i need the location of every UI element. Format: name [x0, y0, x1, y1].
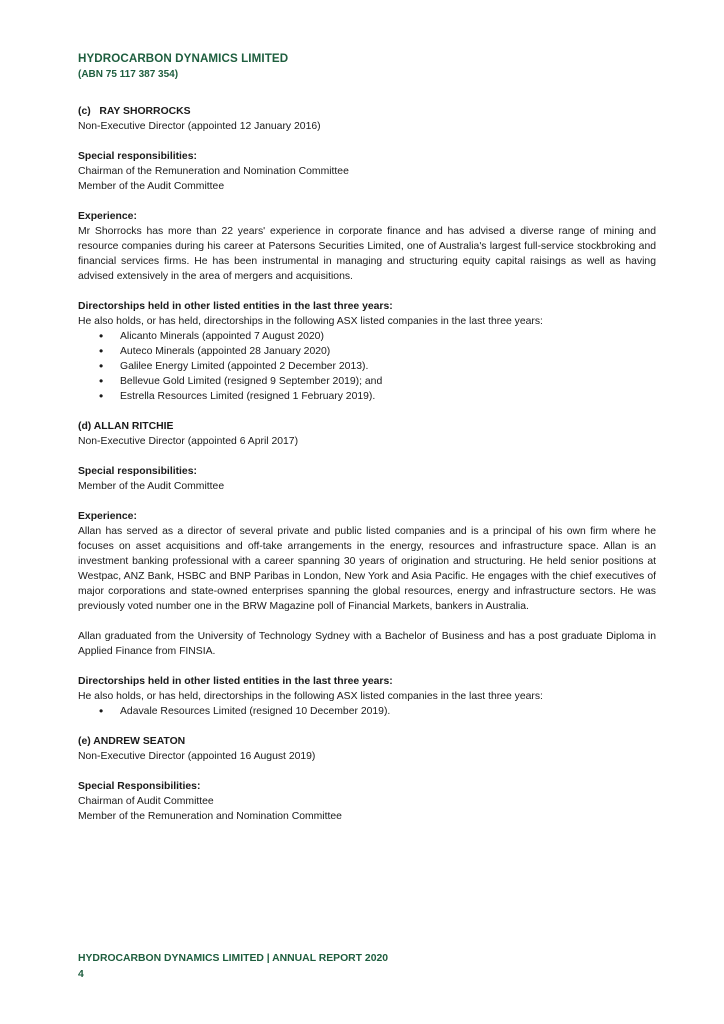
list-item: • Galilee Energy Limited (appointed 2 December 2013).	[120, 359, 656, 374]
list-item: • Bellevue Gold Limited (resigned 9 September 2019); and	[120, 374, 656, 389]
company-name: HYDROCARBON DYNAMICS LIMITED	[78, 52, 289, 65]
director-role: Non-Executive Director (appointed 6 April 2017)	[78, 436, 299, 447]
director-role: Non-Executive Director (appointed 16 August 2019)	[78, 751, 316, 762]
directorships-intro: He also holds, or has held, directorships in the following ASX listed companies in the last three years:	[78, 691, 543, 702]
directorships-intro: He also holds, or has held, directorships in the following ASX listed companies in the last three years:	[78, 316, 543, 327]
list-item: • Adavale Resources Limited (resigned 10 December 2019).	[120, 704, 656, 719]
directorships-heading: Directorships held in other listed entities in the last three years:	[78, 301, 393, 312]
page-footer	[78, 951, 388, 983]
page-number: 4	[78, 969, 84, 980]
footer-report-title: HYDROCARBON DYNAMICS LIMITED | ANNUAL REPORT 2020	[78, 953, 389, 964]
experience-heading: Experience:	[78, 211, 137, 222]
director-section-andrew-seaton	[78, 734, 656, 824]
special-responsibilities-heading: Special responsibilities:	[78, 151, 197, 162]
special-responsibilities-heading: Special responsibilities:	[78, 466, 197, 477]
director-role: Non-Executive Director (appointed 12 January 2016)	[78, 121, 321, 132]
director-section-allan-ritchie	[78, 419, 656, 719]
list-item: • Auteco Minerals (appointed 28 January 2020)	[120, 344, 656, 359]
abn-number: (ABN 75 117 387 354)	[78, 69, 179, 80]
page-header	[78, 51, 288, 82]
director-name: (d) ALLAN RITCHIE	[78, 421, 174, 432]
special-responsibility-item: Member of the Remuneration and Nomination Committee	[78, 811, 342, 822]
special-responsibilities-heading: Special Responsibilities:	[78, 781, 201, 792]
directorships-list	[78, 704, 656, 719]
directorships-list	[78, 329, 656, 404]
special-responsibility-item: Member of the Audit Committee	[78, 181, 225, 192]
directorships-heading: Directorships held in other listed entities in the last three years:	[78, 676, 393, 687]
director-name: (c) RAY SHORROCKS	[78, 106, 191, 117]
special-responsibility-item: Member of the Audit Committee	[78, 481, 225, 492]
experience-heading: Experience:	[78, 511, 137, 522]
special-responsibility-item: Chairman of the Remuneration and Nomination Committee	[78, 166, 349, 177]
special-responsibility-item: Chairman of Audit Committee	[78, 796, 214, 807]
list-item: • Alicanto Minerals (appointed 7 August 2020)	[120, 329, 656, 344]
document-body	[78, 104, 656, 824]
experience-paragraph: Allan has served as a director of several private and public listed companies and is a principal of his own firm where he focuses on asset acquisitions and off-take arrangements in the energy, resources and infrastructure space. Allan is an investment banking professional with a career spanning 30 years of origination and structuring. He held senior positions at Westpac, ANZ Bank, HSBC and BNP Paribas in London, New York and Asia Pacific. He engages with the chief executives of major corporations and state-owned enterprises spanning the global resources, energy and infrastructure sectors. He was previously voted number one in the BRW Magazine poll of Financial Markets, bankers in Australia.	[78, 526, 656, 612]
director-name: (e) ANDREW SEATON	[78, 736, 186, 747]
education-paragraph: Allan graduated from the University of Technology Sydney with a Bachelor of Business and has a post graduate Diploma in Applied Finance from FINSIA.	[78, 631, 656, 657]
director-section-ray-shorrocks	[78, 104, 656, 404]
list-item: • Estrella Resources Limited (resigned 1 February 2019).	[120, 389, 656, 404]
experience-paragraph: Mr Shorrocks has more than 22 years' experience in corporate finance and has advised a diverse range of mining and resource companies during his career at Patersons Securities Limited, one of Australia's largest full-service stockbroking and financial services firms. He has been instrumental in managing and structuring equity capital raisings as well as having advised extensively in the area of mergers and acquisitions.	[78, 226, 656, 282]
